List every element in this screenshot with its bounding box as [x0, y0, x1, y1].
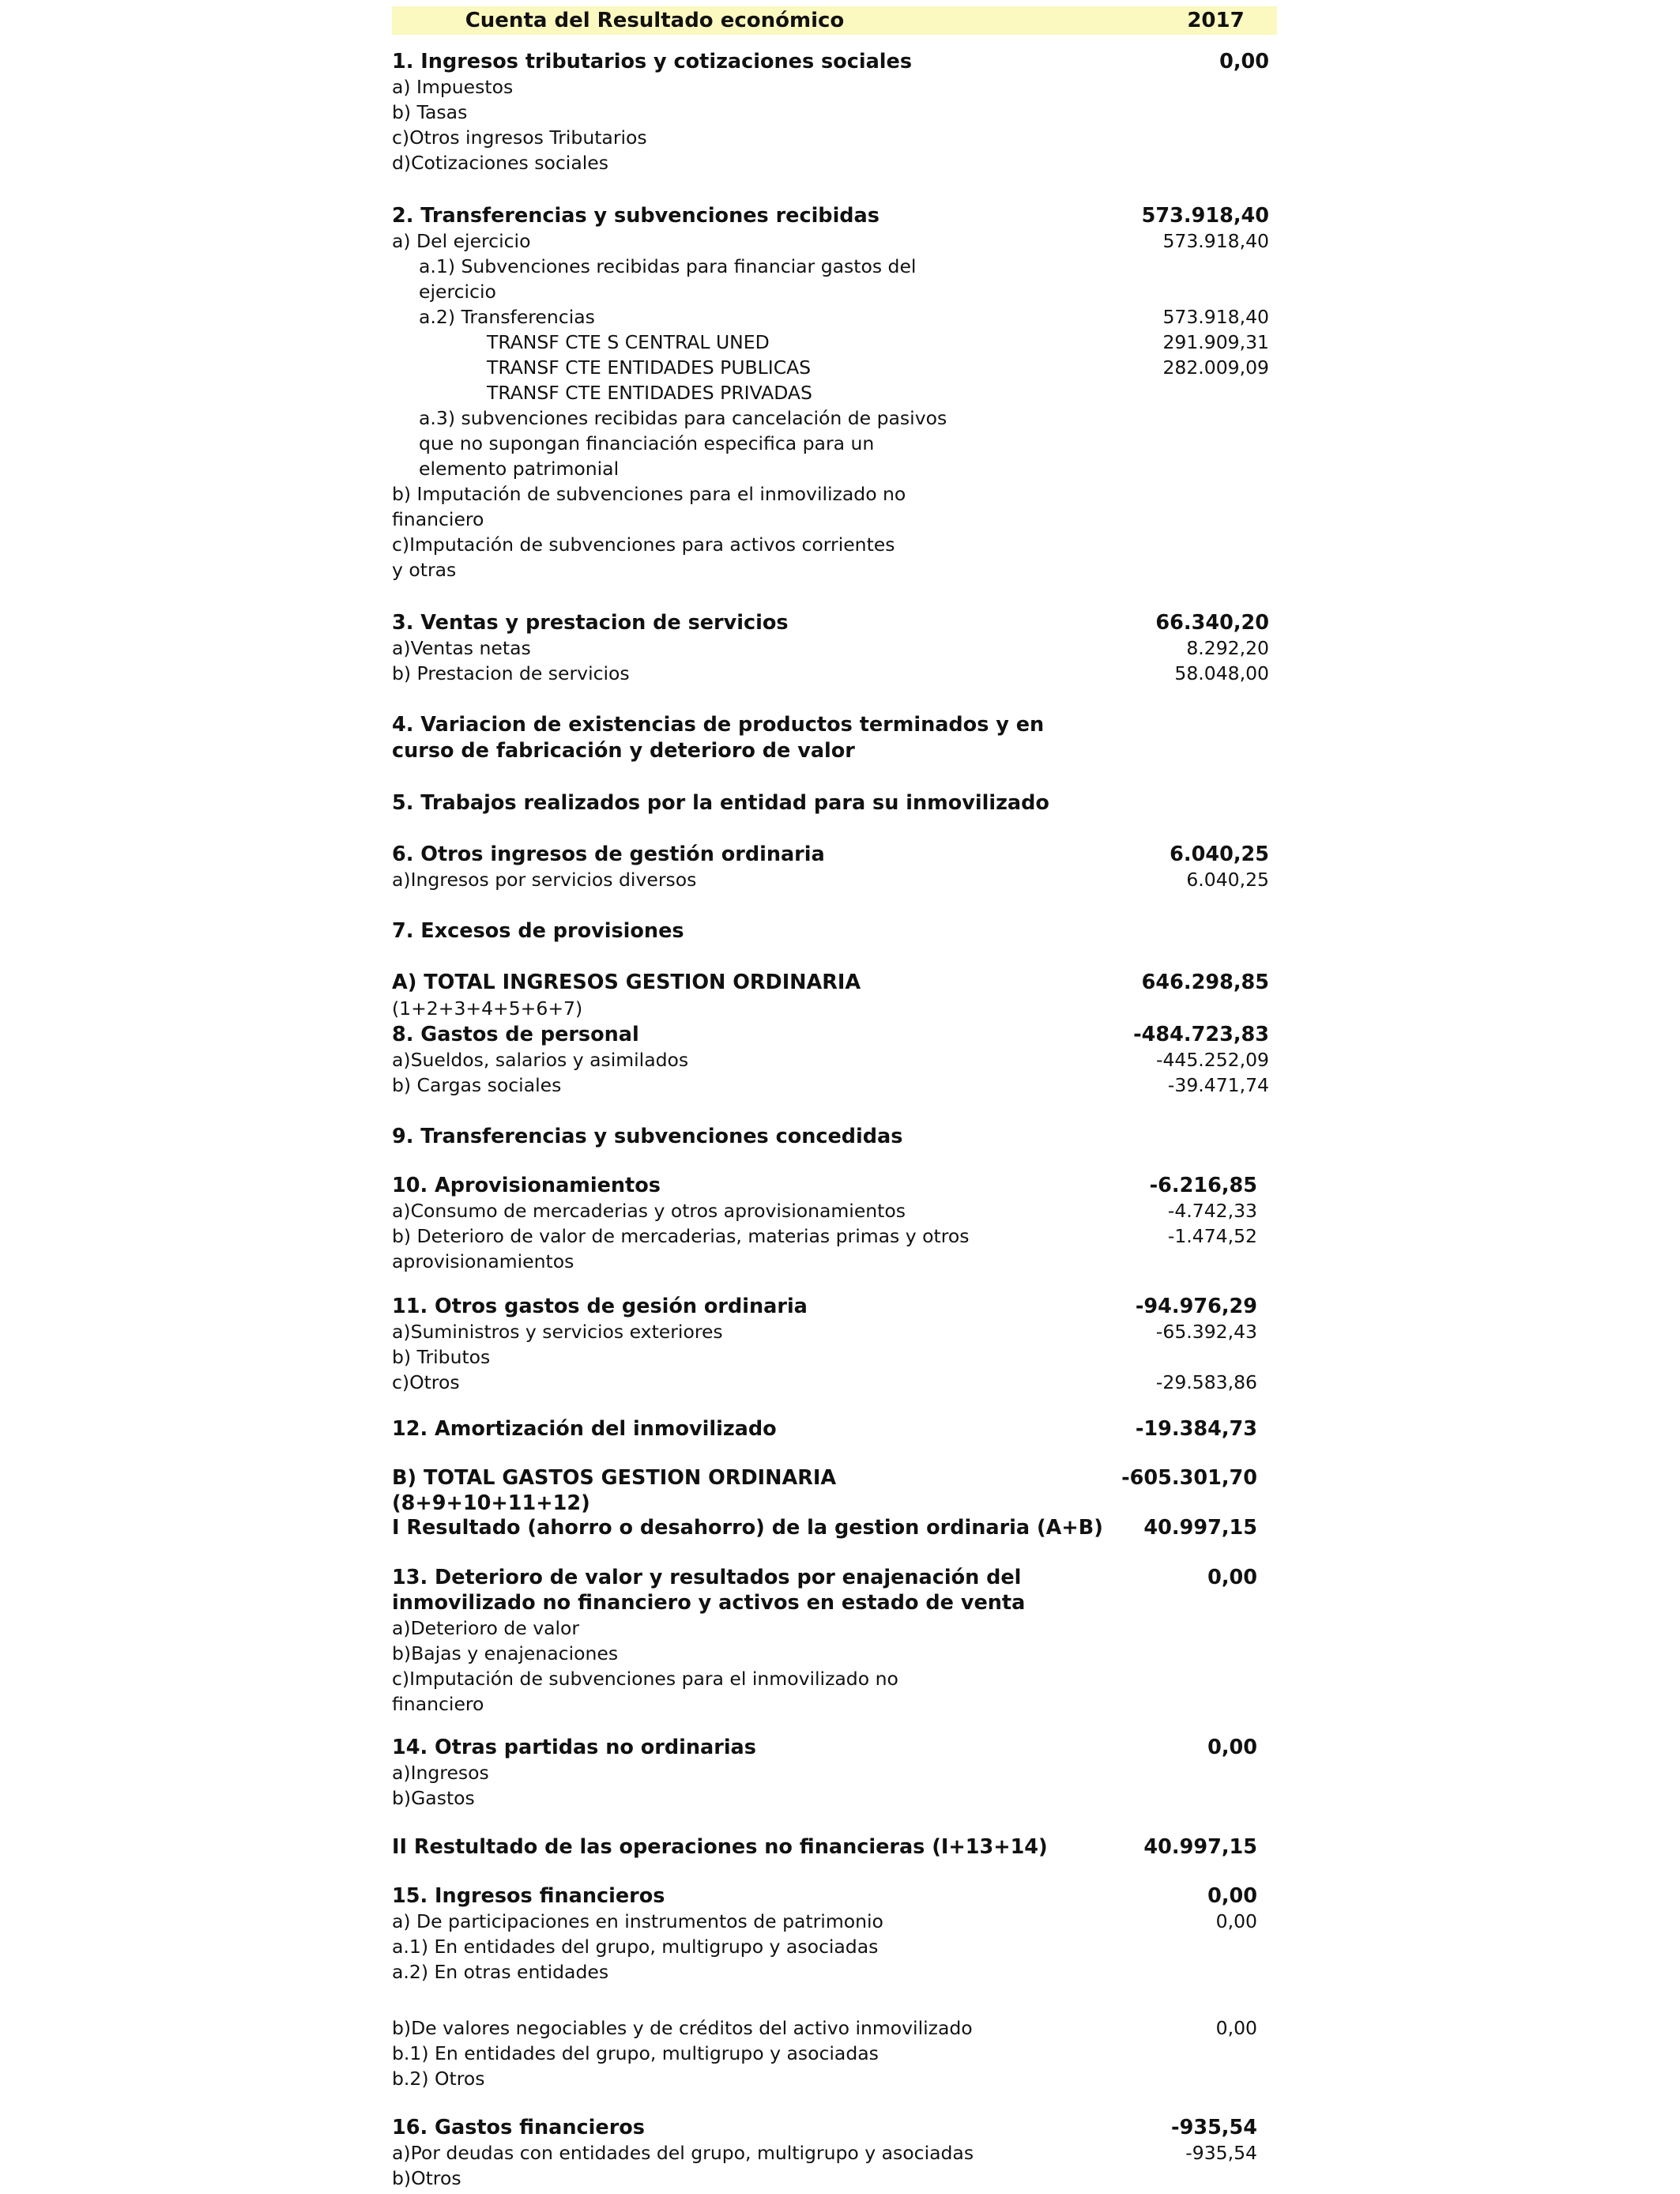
- row-label: a.2) Transferencias: [419, 306, 595, 328]
- row-value: 0,00: [1219, 50, 1269, 74]
- row-label: 3. Ventas y prestacion de servicios: [392, 611, 789, 635]
- row-value: 40.997,15: [1143, 1516, 1257, 1540]
- row-value: 6.040,25: [1186, 869, 1269, 891]
- row-label: a)Deterioro de valor: [392, 1617, 580, 1639]
- row-value: 58.048,00: [1174, 662, 1269, 684]
- row-label: que no supongan financiación especifica para un: [419, 432, 875, 454]
- row-label: I Resultado (ahorro o desahorro) de la gestion ordinaria (A+B): [392, 1516, 1103, 1540]
- row-label: b) Imputación de subvenciones para el inmovilizado no: [392, 483, 906, 505]
- row-value: -605.301,70: [1121, 1466, 1257, 1490]
- row-label: b)Otros: [392, 2167, 461, 2189]
- row-label: b)Bajas y enajenaciones: [392, 1642, 619, 1664]
- row-label: 10. Aprovisionamientos: [392, 1174, 661, 1197]
- row-label: financiero: [392, 508, 484, 530]
- row-label: 6. Otros ingresos de gestión ordinaria: [392, 843, 825, 866]
- row-label: inmovilizado no financiero y activos en estado de venta: [392, 1591, 1026, 1615]
- row-value: -94.976,29: [1135, 1295, 1257, 1318]
- row-label: 14. Otras partidas no ordinarias: [392, 1736, 756, 1759]
- row-label: b.1) En entidades del grupo, multigrupo y asociadas: [392, 2042, 879, 2064]
- row-label: 2. Transferencias y subvenciones recibidas: [392, 204, 880, 228]
- row-label: II Restultado de las operaciones no financieras (I+13+14): [392, 1835, 1048, 1859]
- row-label: b)Gastos: [392, 1787, 475, 1809]
- row-label: c)Otros: [392, 1371, 460, 1393]
- row-label: a) Del ejercicio: [392, 230, 531, 252]
- row-label: b) Cargas sociales: [392, 1074, 562, 1096]
- row-value: 573.918,40: [1141, 204, 1269, 228]
- row-label: a.1) En entidades del grupo, multigrupo y asociadas: [392, 1936, 879, 1958]
- row-label: b) Deterioro de valor de mercaderias, materias primas y otros: [392, 1225, 970, 1247]
- row-label: ejercicio: [419, 281, 496, 303]
- row-label: TRANSF CTE ENTIDADES PUBLICAS: [487, 356, 812, 379]
- row-label: a)Consumo de mercaderias y otros aprovisionamientos: [392, 1200, 906, 1222]
- row-label: b)De valores negociables y de créditos del activo inmovilizado: [392, 2017, 973, 2039]
- row-value: -1.474,52: [1167, 1225, 1257, 1247]
- row-label: c)Otros ingresos Tributarios: [392, 126, 647, 149]
- row-label: y otras: [392, 559, 457, 581]
- row-label: A) TOTAL INGRESOS GESTION ORDINARIA: [392, 971, 861, 994]
- row-value: 291.909,31: [1162, 331, 1269, 353]
- row-label: TRANSF CTE ENTIDADES PRIVADAS: [487, 382, 812, 404]
- row-label: (8+9+10+11+12): [392, 1491, 590, 1515]
- row-value: 0,00: [1215, 2017, 1257, 2039]
- row-label: a) De participaciones en instrumentos de patrimonio: [392, 1910, 883, 1932]
- row-value: -29.583,86: [1155, 1371, 1257, 1393]
- row-label: TRANSF CTE S CENTRAL UNED: [487, 331, 770, 353]
- row-label: 8. Gastos de personal: [392, 1023, 639, 1046]
- row-label: financiero: [392, 1693, 484, 1715]
- row-label: a)Ventas netas: [392, 637, 531, 659]
- year-column-header: 2017: [1187, 9, 1245, 32]
- row-value: 6.040,25: [1170, 843, 1269, 866]
- row-value: 40.997,15: [1143, 1835, 1257, 1859]
- row-label: 4. Variacion de existencias de productos terminados y en: [392, 713, 1045, 737]
- row-label: 5. Trabajos realizados por la entidad para su inmovilizado: [392, 791, 1049, 815]
- row-value: 0,00: [1207, 1736, 1257, 1759]
- row-value: 282.009,09: [1162, 356, 1269, 379]
- row-label: a.1) Subvenciones recibidas para financiar gastos del: [419, 255, 917, 277]
- row-value: -4.742,33: [1167, 1200, 1257, 1222]
- row-value: -19.384,73: [1135, 1417, 1257, 1441]
- row-label: b) Tasas: [392, 101, 468, 123]
- row-value: -935,54: [1185, 2142, 1257, 2164]
- statement-title: Cuenta del Resultado económico: [465, 9, 845, 32]
- row-label: 11. Otros gastos de gesión ordinaria: [392, 1295, 808, 1318]
- row-label: elemento patrimonial: [419, 458, 620, 480]
- row-value: -65.392,43: [1155, 1321, 1257, 1343]
- row-label: c)Imputación de subvenciones para activos corrientes: [392, 533, 895, 556]
- row-label: aprovisionamientos: [392, 1250, 574, 1272]
- row-label: d)Cotizaciones sociales: [392, 152, 608, 174]
- row-value: -445.252,09: [1155, 1049, 1269, 1071]
- row-label: 7. Excesos de provisiones: [392, 919, 684, 943]
- row-label: 13. Deterioro de valor y resultados por enajenación del: [392, 1566, 1022, 1589]
- row-label: a)Sueldos, salarios y asimilados: [392, 1049, 689, 1071]
- row-label: b) Prestacion de servicios: [392, 662, 630, 684]
- row-value: 66.340,20: [1155, 611, 1269, 635]
- row-label: a)Suministros y servicios exteriores: [392, 1321, 723, 1343]
- row-label: a)Por deudas con entidades del grupo, multigrupo y asociadas: [392, 2142, 974, 2164]
- row-value: 646.298,85: [1141, 971, 1269, 994]
- row-label: 16. Gastos financieros: [392, 2116, 645, 2139]
- income-statement: [392, 6, 1277, 2189]
- row-value: -39.471,74: [1167, 1074, 1269, 1096]
- row-value: 573.918,40: [1162, 230, 1269, 252]
- row-value: 573.918,40: [1162, 306, 1269, 328]
- row-label: 1. Ingresos tributarios y cotizaciones sociales: [392, 50, 912, 74]
- row-label: a) Impuestos: [392, 76, 514, 98]
- row-label: 9. Transferencias y subvenciones concedidas: [392, 1125, 903, 1148]
- row-value: 8.292,20: [1186, 637, 1269, 659]
- row-value: -484.723,83: [1133, 1023, 1269, 1046]
- row-label: B) TOTAL GASTOS GESTION ORDINARIA: [392, 1466, 837, 1490]
- row-value: -6.216,85: [1149, 1174, 1257, 1197]
- row-label: a.3) subvenciones recibidas para cancelación de pasivos: [419, 407, 947, 429]
- row-label: 12. Amortización del inmovilizado: [392, 1417, 777, 1441]
- row-label: 15. Ingresos financieros: [392, 1884, 665, 1908]
- row-label: (1+2+3+4+5+6+7): [392, 997, 583, 1020]
- row-value: 0,00: [1207, 1884, 1257, 1908]
- row-label: a)Ingresos por servicios diversos: [392, 869, 697, 891]
- row-value: -935,54: [1171, 2116, 1257, 2139]
- row-label: c)Imputación de subvenciones para el inmovilizado no: [392, 1668, 898, 1690]
- row-label: b.2) Otros: [392, 2068, 485, 2090]
- row-value: 0,00: [1215, 1910, 1257, 1932]
- row-label: a.2) En otras entidades: [392, 1961, 609, 1983]
- row-label: curso de fabricación y deterioro de valor: [392, 739, 855, 763]
- row-value: 0,00: [1207, 1566, 1257, 1589]
- statement-header: [392, 6, 1277, 35]
- row-label: b) Tributos: [392, 1346, 491, 1368]
- row-label: a)Ingresos: [392, 1762, 489, 1784]
